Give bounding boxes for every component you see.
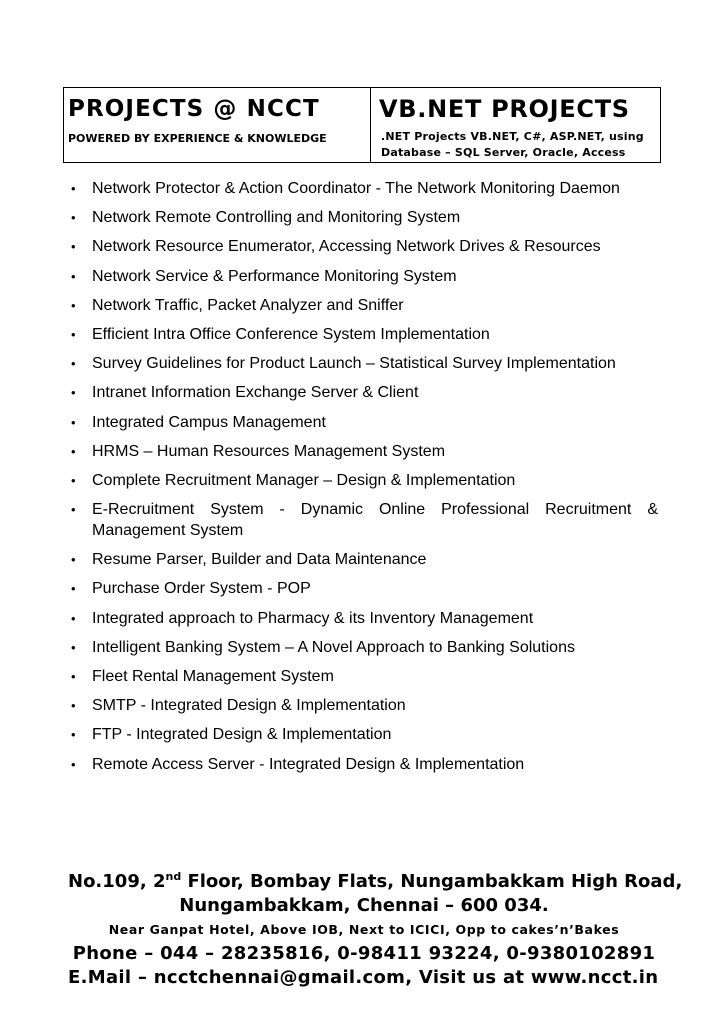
address-line-1 (66, 870, 683, 894)
list-item: • Fleet Rental Management System (70, 666, 658, 687)
list-item: • Network Traffic, Packet Analyzer and Sniffer (70, 295, 658, 316)
address-ordinal: nd (165, 870, 182, 883)
list-item: • Remote Access Server - Integrated Design & Implementation (70, 754, 658, 775)
list-item: • Survey Guidelines for Product Launch – Statistical Survey Implementation (70, 353, 658, 374)
email-line: E.Mail – ncctchennai@gmail.com, Visit us at www.ncct.in (68, 967, 659, 988)
list-item: • Network Service & Performance Monitoring System (70, 266, 658, 287)
landmark-line: Near Ganpat Hotel, Above IOB, Next to ICICI, Opp to cakes’n’Bakes (108, 922, 620, 937)
list-item: • Integrated approach to Pharmacy & its Inventory Management (70, 608, 658, 629)
list-item: • Network Resource Enumerator, Accessing Network Drives & Resources (70, 236, 658, 257)
list-item: • FTP - Integrated Design & Implementation (70, 724, 658, 745)
list-item: • Resume Parser, Builder and Data Maintenance (70, 549, 658, 570)
address-post: Floor, Bombay Flats, Nungambakkam High Road, (181, 871, 683, 892)
header-right-cell (371, 88, 660, 162)
header-table (63, 87, 661, 163)
list-item: • Efficient Intra Office Conference System Implementation (70, 324, 658, 345)
address-line-2: Nungambakkam, Chennai – 600 034. (179, 895, 549, 916)
address-pre: No.109, 2 (68, 871, 166, 892)
header-right-subtitle (379, 129, 656, 161)
list-item: • E-Recruitment System - Dynamic Online Professional Recruitment & Management System (70, 499, 658, 541)
list-item: • Complete Recruitment Manager – Design & Implementation (70, 470, 658, 491)
list-item: • Purchase Order System - POP (70, 578, 658, 599)
header-right-subtitle-line2: Database – SQL Server, Oracle, Access (381, 146, 626, 159)
list-item: • SMTP - Integrated Design & Implementation (70, 695, 658, 716)
list-item: • Intelligent Banking System – A Novel Approach to Banking Solutions (70, 637, 658, 658)
header-left-subtitle: POWERED BY EXPERIENCE & KNOWLEDGE (68, 132, 327, 145)
header-left-title: PROJECTS @ NCCT (68, 96, 320, 122)
header-right-title: VB.NET PROJECTS (379, 95, 630, 123)
phone-line: Phone – 044 – 28235816, 0-98411 93224, 0-9380102891 (72, 943, 656, 964)
project-list (70, 178, 658, 783)
header-left-cell (64, 88, 371, 162)
list-item: • Integrated Campus Management (70, 412, 658, 433)
list-item: • HRMS – Human Resources Management System (70, 441, 658, 462)
list-item: • Intranet Information Exchange Server & Client (70, 382, 658, 403)
list-item: • Network Remote Controlling and Monitoring System (70, 207, 658, 228)
contact-footer (66, 870, 683, 990)
list-item: • Network Protector & Action Coordinator - The Network Monitoring Daemon (70, 178, 658, 199)
header-right-subtitle-line1: .NET Projects VB.NET, C#, ASP.NET, using (381, 130, 644, 143)
